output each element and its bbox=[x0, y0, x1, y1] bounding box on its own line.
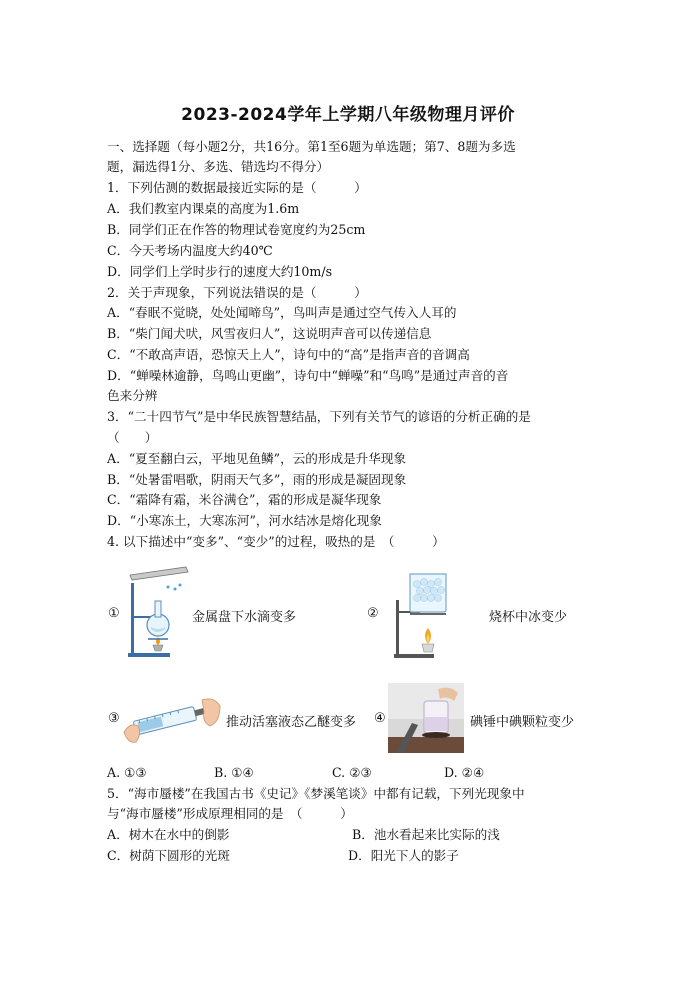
fig4-caption: 碘锤中碘颗粒变少 bbox=[470, 715, 575, 730]
section-heading-line1: 一、选择题（每小题2分，共16分。第1至6题为单选题；第7、8题为多选 bbox=[107, 139, 516, 154]
q3-option-b: B．“处暑雷唱歌，阴雨天气多”，雨的形成是凝固现象 bbox=[107, 472, 407, 487]
q5-option-d: D．阳光下人的影子 bbox=[348, 848, 459, 863]
q1-option-a: A．我们教室内课桌的高度为1.6m bbox=[107, 201, 300, 216]
fig1-number: ① bbox=[108, 606, 120, 621]
q1-option-d: D．同学们上学时步行的速度大约10m/s bbox=[107, 264, 333, 279]
q5-option-b: B．池水看起来比实际的浅 bbox=[352, 827, 500, 842]
q2-stem: 2．关于声现象，下列说法错误的是（ ） bbox=[107, 285, 367, 300]
q4-option-a: A. ①③ bbox=[107, 765, 147, 780]
q2-option-d: D．“蝉噪林逾静，鸟鸣山更幽”，诗句中“蝉噪”和“鸟鸣”是通过声音的音 bbox=[107, 368, 509, 383]
q4-option-b: B. ①④ bbox=[214, 765, 254, 780]
q3-stem-cont: （ ） bbox=[107, 430, 158, 445]
fig2-melting-ice-beaker bbox=[390, 570, 458, 660]
q2-option-a: A．“春眠不觉晓，处处闻啼鸟”，鸟叫声是通过空气传入人耳的 bbox=[107, 305, 457, 320]
q1-stem: 1．下列估测的数据最接近实际的是（ ） bbox=[107, 180, 367, 195]
fig1-condensation-apparatus bbox=[120, 565, 190, 660]
fig3-number: ③ bbox=[108, 711, 120, 726]
q4-option-d: D. ②④ bbox=[444, 765, 485, 780]
fig3-syringe-ether bbox=[122, 692, 222, 747]
fig4-iodine-sublimation-photo bbox=[388, 683, 464, 753]
q3-option-a: A．“夏至翻白云，平地见鱼鳞”，云的形成是升华现象 bbox=[107, 451, 407, 466]
fig3-caption: 推动活塞液态乙醚变多 bbox=[226, 715, 357, 730]
fig2-number: ② bbox=[367, 606, 379, 621]
fig1-caption: 金属盘下水滴变多 bbox=[192, 610, 297, 625]
q1-option-b: B．同学们正在作答的物理试卷宽度约为25cm bbox=[107, 222, 366, 237]
q5-stem: 5．“海市蜃楼”在我国古书《史记》《梦溪笔谈》中都有记载，下列光现象中 bbox=[107, 786, 525, 801]
q5-option-a: A．树木在水中的倒影 bbox=[107, 827, 230, 842]
q2-option-b: B．“柴门闻犬吠，风雪夜归人”，这说明声音可以传递信息 bbox=[107, 326, 432, 341]
q3-option-c: C．“霜降有霜，米谷满仓”，霜的形成是凝华现象 bbox=[107, 492, 382, 507]
q2-option-d-cont: 色来分辨 bbox=[107, 388, 158, 403]
q4-stem: 4. 以下描述中“变多”、“变少”的过程，吸热的是 （ ） bbox=[107, 534, 445, 549]
q3-option-d: D．“小寒冻土，大寒冻河”，河水结冰是熔化现象 bbox=[107, 513, 382, 528]
q3-stem: 3．“二十四节气”是中华民族智慧结晶，下列有关节气的谚语的分析正确的是 bbox=[107, 409, 531, 424]
section-heading-line2: 题，漏选得1分、多选、错选均不得分） bbox=[107, 159, 330, 174]
fig2-caption: 烧杯中冰变少 bbox=[489, 610, 568, 625]
q4-option-c: C. ②③ bbox=[332, 765, 372, 780]
q5-stem-cont: 与“海市蜃楼”形成原理相同的是 （ ） bbox=[107, 806, 353, 821]
q5-option-c: C．树荫下圆形的光斑 bbox=[107, 848, 230, 863]
fig4-number: ④ bbox=[374, 711, 386, 726]
page-title: 2023-2024学年上学期八年级物理月评价 bbox=[181, 105, 515, 125]
q1-option-c: C．今天考场内温度大约40℃ bbox=[107, 243, 273, 258]
q2-option-c: C．“不敢高声语，恐惊天上人”，诗句中的“高”是指声音的音调高 bbox=[107, 347, 470, 362]
